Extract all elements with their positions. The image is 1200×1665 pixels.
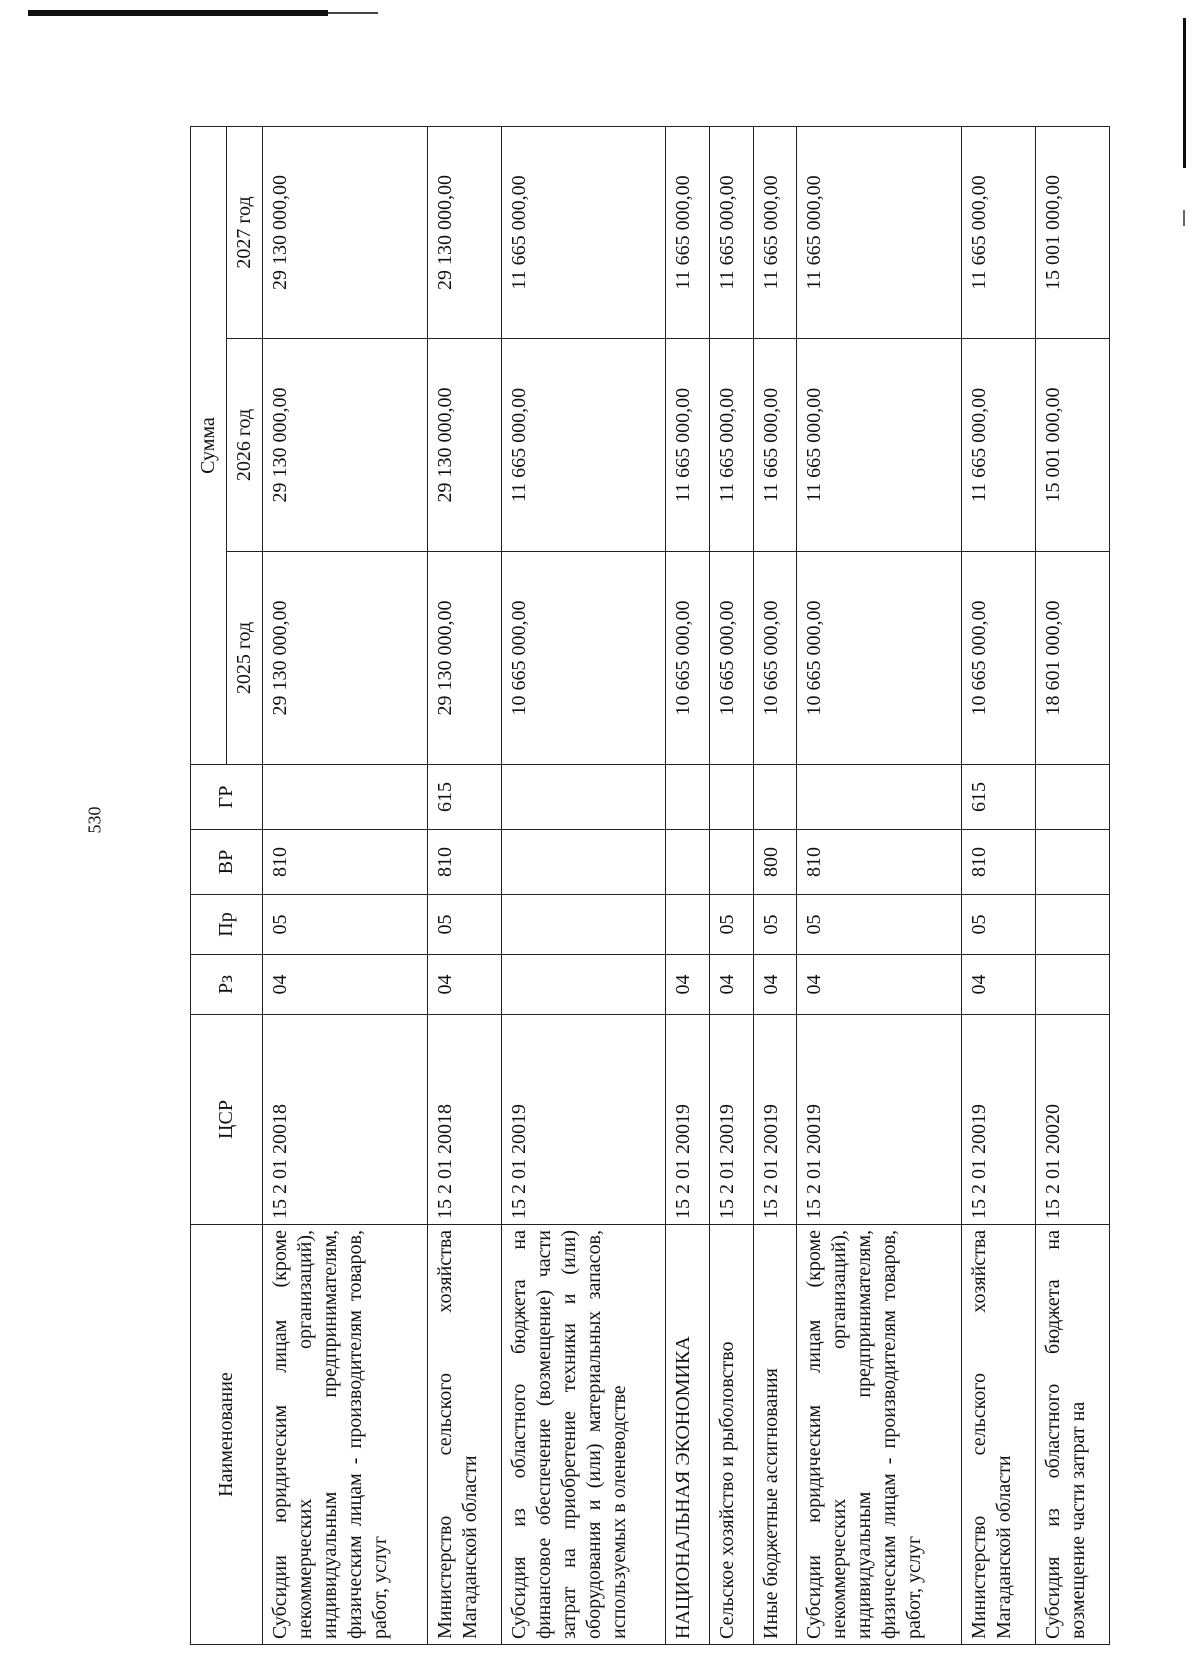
row-name: Субсидии юридическим лицам (кроме некоммерческих организаций), индивидуальным предпринимателям, физическим лицам - производителям товаров, работ, услуг: [797, 1225, 962, 1645]
header-2027: 2027 год: [227, 127, 263, 339]
row-rz: 04: [666, 955, 710, 1015]
row-pr: 05: [753, 895, 797, 955]
row-2026: 11 665 000,00: [710, 339, 754, 552]
row-2027: 29 130 000,00: [427, 127, 501, 339]
row-name: Сельское хозяйство и рыболовство: [710, 1225, 754, 1645]
scan-edge-mark: [328, 12, 378, 14]
rotated-page: [190, 127, 1110, 1645]
row-vr: [710, 830, 754, 895]
row-rz: 04: [753, 955, 797, 1015]
row-2026: 11 665 000,00: [753, 339, 797, 552]
row-2026: 11 665 000,00: [666, 339, 710, 552]
header-name: Наименование: [191, 1225, 263, 1645]
row-2026: 15 001 000,00: [1035, 339, 1109, 552]
row-gr: [263, 765, 428, 830]
row-gr: [501, 765, 666, 830]
row-2027: 29 130 000,00: [263, 127, 428, 339]
row-gr: 615: [962, 765, 1036, 830]
row-rz: 04: [962, 955, 1036, 1015]
row-2025: 29 130 000,00: [263, 552, 428, 765]
row-2026: 11 665 000,00: [797, 339, 962, 552]
row-vr: 800: [753, 830, 797, 895]
row-gr: [797, 765, 962, 830]
row-name: Иные бюджетные ассигнования: [753, 1225, 797, 1645]
table-header-row: [191, 127, 227, 1645]
row-csr: 15 2 01 20019: [501, 1015, 666, 1225]
row-pr: [1035, 895, 1109, 955]
row-2027: 11 665 000,00: [962, 127, 1036, 339]
row-2025: 10 665 000,00: [797, 552, 962, 765]
row-2026: 11 665 000,00: [501, 339, 666, 552]
scan-edge-mark: [1183, 210, 1185, 226]
row-csr: 15 2 01 20019: [710, 1015, 754, 1225]
row-pr: 05: [710, 895, 754, 955]
row-gr: 615: [427, 765, 501, 830]
row-csr: 15 2 01 20019: [962, 1015, 1036, 1225]
header-sum: Сумма: [191, 127, 227, 765]
row-pr: 05: [263, 895, 428, 955]
row-2027: 11 665 000,00: [666, 127, 710, 339]
budget-table: [190, 126, 1110, 1645]
table-row: [666, 127, 710, 1645]
row-2027: 11 665 000,00: [710, 127, 754, 339]
row-2026: 29 130 000,00: [263, 339, 428, 552]
row-2025: 29 130 000,00: [427, 552, 501, 765]
row-vr: 810: [427, 830, 501, 895]
row-pr: 05: [427, 895, 501, 955]
header-2025: 2025 год: [227, 552, 263, 765]
row-rz: 04: [263, 955, 428, 1015]
row-pr: [501, 895, 666, 955]
row-rz: 04: [710, 955, 754, 1015]
row-csr: 15 2 01 20018: [427, 1015, 501, 1225]
row-vr: 810: [962, 830, 1036, 895]
row-2025: 18 601 000,00: [1035, 552, 1109, 765]
row-rz: 04: [427, 955, 501, 1015]
row-rz: [501, 955, 666, 1015]
row-name: Министерство сельского хозяйства Магаданской области: [962, 1225, 1036, 1645]
row-2027: 15 001 000,00: [1035, 127, 1109, 339]
row-2027: 11 665 000,00: [797, 127, 962, 339]
table-row: [710, 127, 754, 1645]
row-2026: 11 665 000,00: [962, 339, 1036, 552]
table-row: [1035, 127, 1109, 1645]
row-vr: [501, 830, 666, 895]
row-2026: 29 130 000,00: [427, 339, 501, 552]
row-2025: 10 665 000,00: [753, 552, 797, 765]
table-row: [501, 127, 666, 1645]
header-rz: Рз: [191, 955, 263, 1015]
page-number: 530: [84, 806, 105, 834]
row-csr: 15 2 01 20019: [666, 1015, 710, 1225]
scan-edge-mark: [1183, 18, 1186, 168]
table-row: [263, 127, 428, 1645]
row-2025: 10 665 000,00: [501, 552, 666, 765]
row-vr: [1035, 830, 1109, 895]
row-name: Субсидии юридическим лицам (кроме некоммерческих организаций), индивидуальным предпринимателям, физическим лицам - производителям товаров, работ, услуг: [263, 1225, 428, 1645]
row-2025: 10 665 000,00: [962, 552, 1036, 765]
row-name: Субсидия из областного бюджета на финансовое обеспечение (возмещение) части затрат на приобретение техники и (или) оборудования и (или) материальных запасов, используемых в оленеводстве: [501, 1225, 666, 1645]
row-gr: [710, 765, 754, 830]
row-gr: [1035, 765, 1109, 830]
row-pr: 05: [962, 895, 1036, 955]
row-csr: 15 2 01 20018: [263, 1015, 428, 1225]
header-csr: ЦСР: [191, 1015, 263, 1225]
row-2025: 10 665 000,00: [666, 552, 710, 765]
table-row: [753, 127, 797, 1645]
row-pr: 05: [797, 895, 962, 955]
row-rz: 04: [797, 955, 962, 1015]
header-2026: 2026 год: [227, 339, 263, 552]
row-2027: 11 665 000,00: [753, 127, 797, 339]
table-row: [797, 127, 962, 1645]
row-name: НАЦИОНАЛЬНАЯ ЭКОНОМИКА: [666, 1225, 710, 1645]
row-name: Министерство сельского хозяйства Магаданской области: [427, 1225, 501, 1645]
table-row: [427, 127, 501, 1645]
row-gr: [753, 765, 797, 830]
row-vr: 810: [797, 830, 962, 895]
row-csr: 15 2 01 20019: [753, 1015, 797, 1225]
row-vr: 810: [263, 830, 428, 895]
row-2027: 11 665 000,00: [501, 127, 666, 339]
header-vr: ВР: [191, 830, 263, 895]
header-gr: ГР: [191, 765, 263, 830]
row-csr: 15 2 01 20020: [1035, 1015, 1109, 1225]
table-row: [962, 127, 1036, 1645]
row-vr: [666, 830, 710, 895]
row-rz: [1035, 955, 1109, 1015]
row-pr: [666, 895, 710, 955]
header-pr: Пр: [191, 895, 263, 955]
row-name: Субсидия из областного бюджета на возмещение части затрат на: [1035, 1225, 1109, 1645]
row-gr: [666, 765, 710, 830]
scan-edge-mark: [28, 10, 328, 16]
row-2025: 10 665 000,00: [710, 552, 754, 765]
row-csr: 15 2 01 20019: [797, 1015, 962, 1225]
